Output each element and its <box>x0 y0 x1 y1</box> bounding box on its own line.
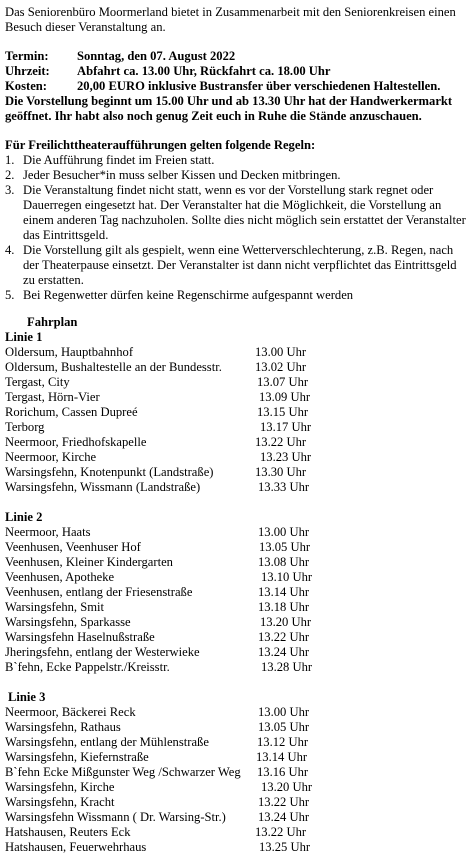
stop-time: 13.00 Uhr <box>255 345 307 359</box>
stop-row <box>5 570 471 585</box>
stop-time: 13.09 Uhr <box>259 390 311 404</box>
stop-row <box>5 750 471 765</box>
stop-time: 13.22 Uhr <box>258 630 310 644</box>
stop-row <box>5 780 471 795</box>
stop-name: B`fehn Ecke Mißgunster Weg /Schwarzer Weg <box>5 765 241 779</box>
stop-row <box>5 375 471 390</box>
timetable-heading: Fahrplan <box>27 315 78 329</box>
stop-name: Warsingsfehn, Wissmann (Landstraße) <box>5 480 201 494</box>
info-value: 20,00 EURO inklusive Bustransfer über verschiedenen Haltestellen. <box>77 79 441 93</box>
stop-time: 13.14 Uhr <box>258 585 310 599</box>
stop-name: Veenhusen, Veenhuser Hof <box>5 540 141 554</box>
stop-row <box>5 735 471 750</box>
stop-row <box>5 480 471 495</box>
spacer <box>5 675 471 690</box>
stop-name: Oldersum, Hauptbahnhof <box>5 345 134 359</box>
stop-time: 13.07 Uhr <box>257 375 309 389</box>
stop-time: 13.25 Uhr <box>259 840 311 854</box>
rule-item <box>5 153 471 168</box>
stop-name: Neermoor, Kirche <box>5 450 97 464</box>
stop-time: 13.30 Uhr <box>255 465 307 479</box>
stop-time: 13.05 Uhr <box>259 540 311 554</box>
stop-name: Veenhusen, Apotheke <box>5 570 115 584</box>
line-title: Linie 3 <box>8 690 46 704</box>
stop-time: 13.00 Uhr <box>258 525 310 539</box>
stop-time: 13.16 Uhr <box>257 765 309 779</box>
stop-name: Veenhusen, entlang der Friesenstraße <box>5 585 193 599</box>
info-value: Sonntag, den 07. August 2022 <box>77 49 236 63</box>
stop-row <box>5 390 471 405</box>
rule-number: 3. <box>5 183 15 197</box>
line-title: Linie 1 <box>5 330 43 344</box>
stop-name: Warsingsfehn, Kracht <box>5 795 115 809</box>
stop-row <box>5 345 471 360</box>
rule-number: 1. <box>5 153 15 167</box>
stop-row <box>5 360 471 375</box>
stop-row <box>5 660 471 675</box>
stop-time: 13.12 Uhr <box>257 735 309 749</box>
stop-row <box>5 525 471 540</box>
rules-heading: Für Freilichttheateraufführungen gelten folgende Regeln: <box>5 138 316 152</box>
stop-time: 13.24 Uhr <box>258 645 310 659</box>
stop-time: 13.02 Uhr <box>255 360 307 374</box>
stop-time: 13.33 Uhr <box>258 480 310 494</box>
intro-text: Das Seniorenbüro Moormerland bietet in Zusammenarbeit mit den Seniorenkreisen einen Besuch dieser Veranstaltung an. <box>5 5 456 34</box>
rule-number: 2. <box>5 168 15 182</box>
stop-name: Oldersum, Bushaltestelle an der Bundesstr. <box>5 360 222 374</box>
stop-row <box>5 450 471 465</box>
stop-row <box>5 630 471 645</box>
stop-time: 13.18 Uhr <box>258 600 310 614</box>
stop-row <box>5 795 471 810</box>
stop-name: Warsingsfehn, entlang der Mühlenstraße <box>5 735 209 749</box>
stop-name: Neermoor, Friedhofskapelle <box>5 435 147 449</box>
stop-time: 13.00 Uhr <box>258 705 310 719</box>
rule-item <box>5 288 471 303</box>
spacer <box>5 35 471 49</box>
line-block <box>5 330 471 495</box>
stop-time: 13.08 Uhr <box>258 555 310 569</box>
info-label: Kosten: <box>5 79 47 93</box>
stop-row <box>5 465 471 480</box>
stop-name: Warsingsfehn, Smit <box>5 600 105 614</box>
stop-name: Tergast, Hörn-Vier <box>5 390 100 404</box>
stop-name: Warsingsfehn Wissmann ( Dr. Warsing-Str.) <box>5 810 226 824</box>
stop-row <box>5 810 471 825</box>
stop-row <box>5 765 471 780</box>
stop-name: Warsingsfehn, Knotenpunkt (Landstraße) <box>5 465 214 479</box>
stop-name: Tergast, City <box>5 375 70 389</box>
rule-text: Die Veranstaltung findet nicht statt, wenn es vor der Vorstellung stark regnet oder Dauerregen eingesetzt hat. Der Veranstalter hat die Möglichkeit, die Vorstellung an einem anderen Tag nachzuholen. Sollte dies nicht möglich sein erstattet der Veranstalter das Eintrittsgeld. <box>23 183 466 242</box>
document-page <box>5 5 471 855</box>
stop-row <box>5 645 471 660</box>
rule-item <box>5 183 471 243</box>
stop-time: 13.20 Uhr <box>261 780 313 794</box>
line-title: Linie 2 <box>5 510 43 524</box>
schedule-note: Die Vorstellung beginnt um 15.00 Uhr und ab 13.30 Uhr hat der Handwerkermarkt geöffnet. Ihr habt also noch genug Zeit euch in Ruhe die Stände anzuschauen. <box>5 94 453 123</box>
rule-text: Bei Regenwetter dürfen keine Regenschirme aufgespannt werden <box>23 288 354 302</box>
stop-time: 13.28 Uhr <box>261 660 313 674</box>
rule-number: 5. <box>5 288 15 302</box>
stop-name: Hatshausen, Feuerwehrhaus <box>5 840 147 854</box>
rule-text: Die Aufführung findet im Freien statt. <box>23 153 215 167</box>
stop-row <box>5 705 471 720</box>
info-row-uhrzeit <box>5 64 471 79</box>
stop-name: Neermoor, Haats <box>5 525 91 539</box>
info-label: Termin: <box>5 49 49 63</box>
stop-time: 13.10 Uhr <box>261 570 313 584</box>
stop-name: Neermoor, Bäckerei Reck <box>5 705 136 719</box>
stop-row <box>5 825 471 840</box>
stop-name: Warsingsfehn, Kiefernstraße <box>5 750 149 764</box>
line-block <box>5 510 471 675</box>
stop-row <box>5 555 471 570</box>
stop-name: Jheringsfehn, entlang der Westerwieke <box>5 645 200 659</box>
stop-row <box>5 615 471 630</box>
stop-time: 13.15 Uhr <box>257 405 309 419</box>
info-row-kosten <box>5 79 471 94</box>
stop-time: 13.23 Uhr <box>260 450 312 464</box>
stop-time: 13.24 Uhr <box>258 810 310 824</box>
rule-text: Die Vorstellung gilt als gespielt, wenn eine Wetterverschlechterung, z.B. Regen, nach der Theaterpause einsetzt. Der Veranstalter ist dann nicht verpflichtet das Eintrittsgeld zu erstatten. <box>23 243 457 287</box>
stop-time: 13.20 Uhr <box>260 615 312 629</box>
rule-number: 4. <box>5 243 15 257</box>
stop-time: 13.22 Uhr <box>258 795 310 809</box>
info-label: Uhrzeit: <box>5 64 50 78</box>
stop-row <box>5 720 471 735</box>
stop-name: Veenhusen, Kleiner Kindergarten <box>5 555 173 569</box>
stop-name: Warsingsfehn Haselnußstraße <box>5 630 155 644</box>
info-row-termin <box>5 49 471 64</box>
stop-name: B`fehn, Ecke Pappelstr./Kreisstr. <box>5 660 170 674</box>
rule-text: Jeder Besucher*in muss selber Kissen und Decken mitbringen. <box>23 168 341 182</box>
stop-name: Terborg <box>5 420 45 434</box>
stop-row <box>5 540 471 555</box>
stop-row <box>5 600 471 615</box>
rule-item <box>5 168 471 183</box>
spacer <box>5 495 471 510</box>
rules-list <box>5 153 471 303</box>
stop-time: 13.22 Uhr <box>255 825 307 839</box>
stop-time: 13.14 Uhr <box>256 750 308 764</box>
info-value: Abfahrt ca. 13.00 Uhr, Rückfahrt ca. 18.00 Uhr <box>77 64 331 78</box>
stop-row <box>5 585 471 600</box>
rule-item <box>5 243 471 288</box>
stop-time: 13.17 Uhr <box>260 420 312 434</box>
stop-name: Warsingsfehn, Rathaus <box>5 720 121 734</box>
stop-row <box>5 840 471 855</box>
stop-name: Warsingsfehn, Kirche <box>5 780 115 794</box>
stop-row <box>5 420 471 435</box>
stop-time: 13.22 Uhr <box>255 435 307 449</box>
stop-name: Hatshausen, Reuters Eck <box>5 825 131 839</box>
stop-row <box>5 405 471 420</box>
stop-name: Warsingsfehn, Sparkasse <box>5 615 131 629</box>
stop-time: 13.05 Uhr <box>258 720 310 734</box>
stop-name: Rorichum, Cassen Dupreé <box>5 405 138 419</box>
timetable <box>5 330 471 855</box>
line-block <box>5 690 471 855</box>
stop-row <box>5 435 471 450</box>
